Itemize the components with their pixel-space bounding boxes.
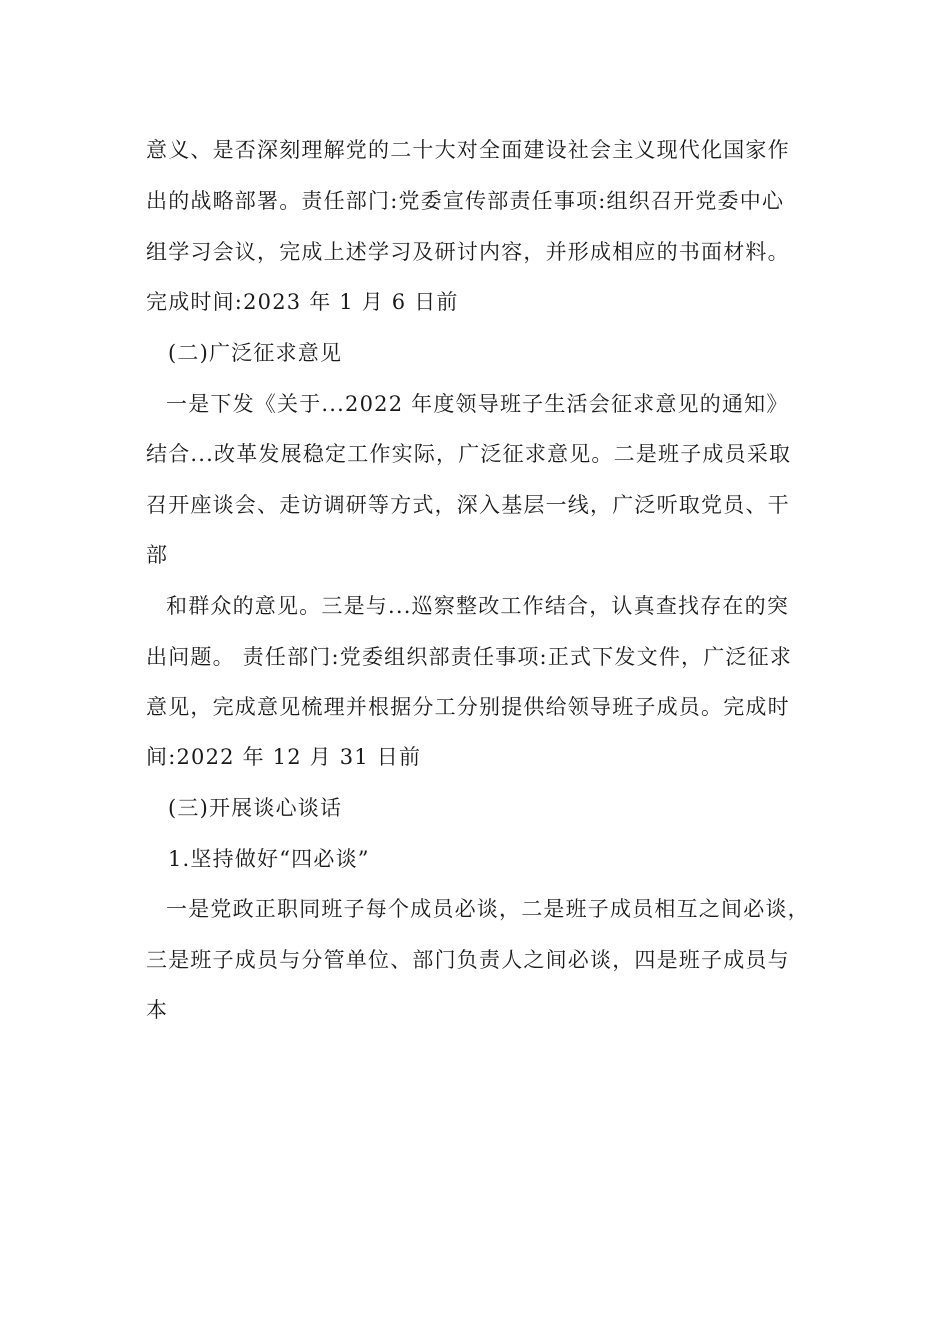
paragraph-line: 完成时间:2023 年 1 月 6 日前 xyxy=(146,290,459,314)
section-heading: (二)广泛征求意见 xyxy=(168,341,343,365)
subsection-heading: 1.坚持做好“四必谈” xyxy=(168,847,370,871)
paragraph-line: 出的战略部署。责任部门:党委宣传部责任事项:组织召开党委中心 xyxy=(146,189,785,213)
paragraph-line: 一是下发《关于...2022 年度领导班子生活会征求意见的通知》 xyxy=(166,392,789,416)
paragraph-line: 意见，完成意见梳理并根据分工分别提供给领导班子成员。完成时 xyxy=(146,695,790,719)
paragraph-line: 间:2022 年 12 月 31 日前 xyxy=(146,745,422,769)
paragraph-line: 结合...改革发展稳定工作实际，广泛征求意见。二是班子成员采取 xyxy=(146,442,792,466)
section-heading: (三)开展谈心谈话 xyxy=(168,796,343,820)
paragraph-line: 三是班子成员与分管单位、部门负责人之间必谈，四是班子成员与 xyxy=(146,948,790,972)
paragraph-line: 组学习会议，完成上述学习及研讨内容，并形成相应的书面材料。 xyxy=(146,240,790,264)
paragraph-line: 部 xyxy=(146,543,169,567)
paragraph-line: 意义、是否深刻理解党的二十大对全面建设社会主义现代化国家作 xyxy=(146,138,790,162)
paragraph-line: 本 xyxy=(146,998,169,1022)
paragraph-line: 召开座谈会、走访调研等方式，深入基层一线，广泛听取党员、干 xyxy=(146,493,790,517)
paragraph-line: 和群众的意见。三是与...巡察整改工作结合，认真查找存在的突 xyxy=(166,594,790,618)
paragraph-line: 出问题。 责任部门:党委组织部责任事项:正式下发文件，广泛征求 xyxy=(146,645,793,669)
paragraph-line: 一是党政正职同班子每个成员必谈，二是班子成员相互之间必谈， xyxy=(166,897,810,921)
